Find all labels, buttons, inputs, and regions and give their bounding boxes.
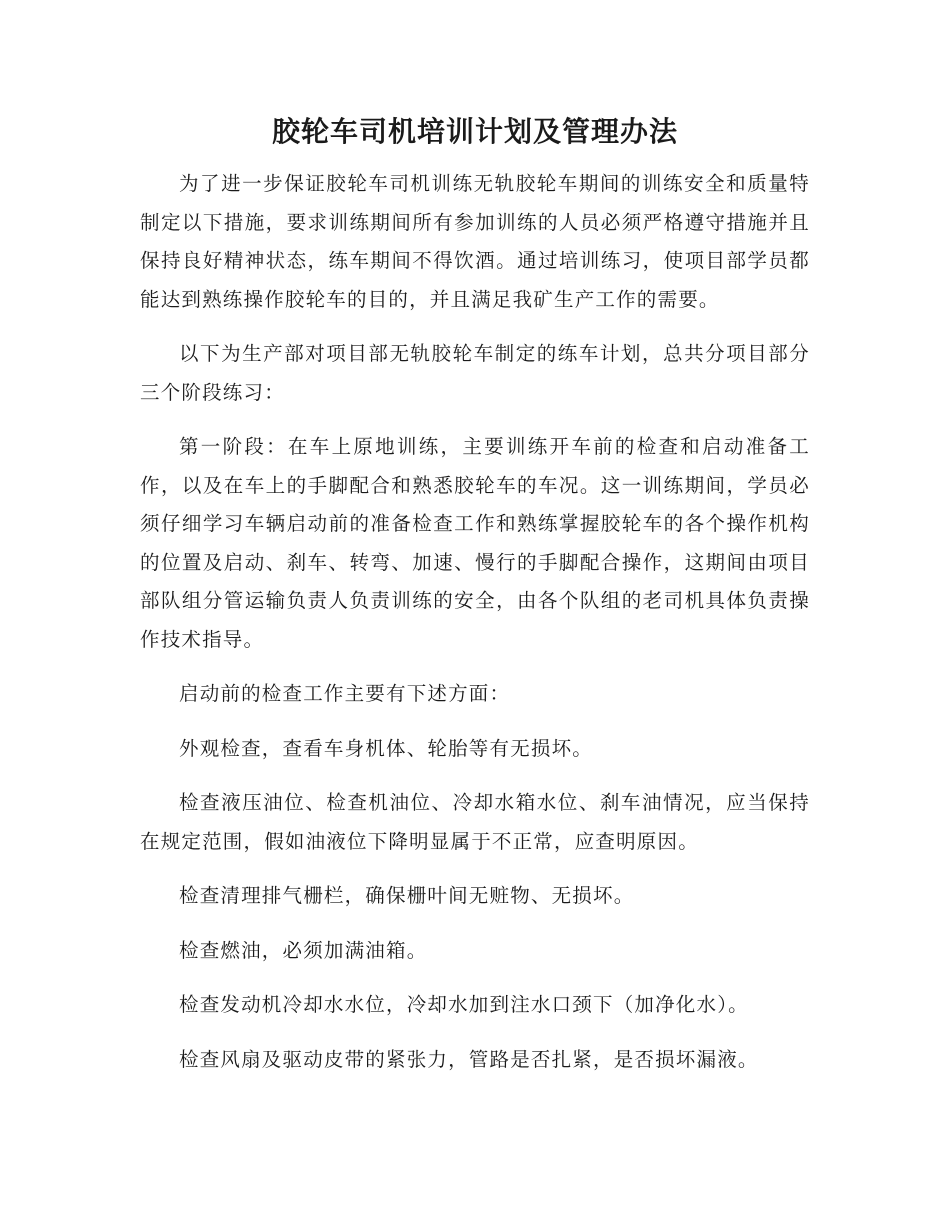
- paragraph-check-fan-belt: 检查风扇及驱动皮带的紧张力，管路是否扎紧，是否损坏漏液。: [179, 1047, 759, 1071]
- paragraph-plan-overview: 以下为生产部对项目部无轨胶轮车制定的练车计划，总共分项目部分三个阶段练习：: [140, 342, 810, 404]
- paragraph-check-exterior: 外观检查，查看车身机体、轮胎等有无损坏。: [179, 736, 594, 760]
- paragraph-check-heading: 启动前的检查工作主要有下述方面：: [179, 682, 511, 705]
- paragraph-check-fluids: 检查液压油位、检查机油位、冷却水箱水位、刹车油情况，应当保持在规定范围，假如油液位下降明显属于不正常，应查明原因。: [140, 791, 810, 853]
- paragraph-stage-one: 第一阶段：在车上原地训练，主要训练开车前的检查和启动准备工作，以及在车上的手脚配合和熟悉胶轮车的车况。这一训练期间，学员必须仔细学习车辆启动前的准备检查工作和熟练掌握胶轮车的各个操作机构的位置及启动、刹车、转弯、加速、慢行的手脚配合操作，这期间由项目部队组分管运输负责人负责训练的安全，由各个队组的老司机具体负责操作技术指导。: [140, 435, 810, 651]
- paragraph-check-coolant: 检查发动机冷却水水位，冷却水加到注水口颈下（加净化水）。: [179, 993, 749, 1016]
- paragraph-check-fuel: 检查燃油，必须加满油箱。: [179, 938, 428, 962]
- page-title: 胶轮车司机培训计划及管理办法: [271, 115, 678, 148]
- paragraph-check-exhaust: 检查清理排气栅栏，确保栅叶间无赃物、无损坏。: [179, 884, 635, 907]
- paragraph-intro: 为了进一步保证胶轮车司机训练无轨胶轮车期间的训练安全和质量特制定以下措施，要求训练期间所有参加训练的人员必须严格遵守措施并且保持良好精神状态，练车期间不得饮酒。通过培训练习，使项目部学员都能达到熟练操作胶轮车的目的，并且满足我矿生产工作的需要。: [140, 172, 810, 311]
- document-body: [140, 165, 810, 1079]
